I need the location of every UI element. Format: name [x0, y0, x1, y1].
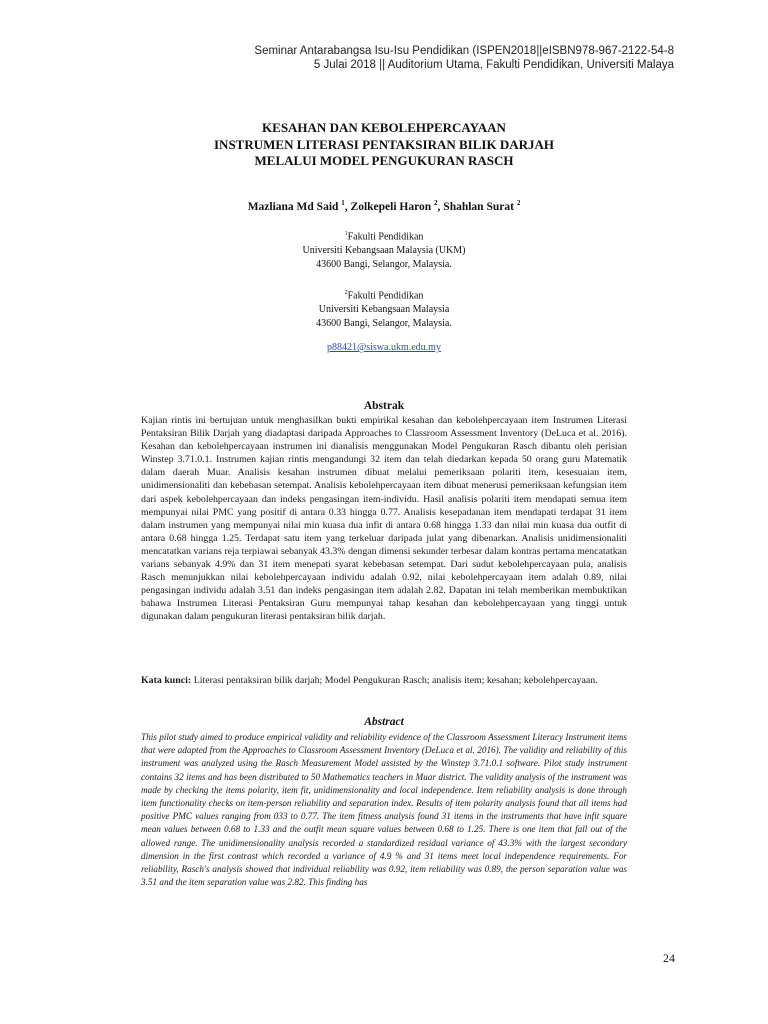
affil-line: Fakulti Pendidikan	[347, 290, 424, 302]
title-line-1: KESAHAN DAN KEBOLEHPERCAYAAN	[262, 120, 506, 135]
abstract-body: This pilot study aimed to produce empirical validity and reliability evidence of the Classroom Assessment Literacy Instrument items that were adapted from the Approaches to Classroom Assessment Inventory (DeLuca et al. 2016). The validity and reliability of this instrument was analyzed using the Rasch Measurement Model assisted by the Winstep 3.71.0.1 software. Pilot study instrument contains 32 items and has been distributed to 50 Mathematics teachers in Muar district. The validity analysis of the instrument was made by checking the items polarity, item fit, unidimensionality and local independence. Item reliability analysis is done through item functionality checks on item-person reliability and separation index. Results of item polarity analysis found that all items had positive PMC values ranging from 033 to 0.77. The item fitness analysis found 31 items in the instruments that have infit square mean values between 0.68 to 1.33 and the outfit mean square values between 0.68 to 1.25. There is one item that fall out of the allowed range. The unidimensionality analysis recorded a standardized residual variance of 43.3% with the largest secondary dimension in the first contrast which recorded a variance of 4.9 % and 31 items meet local independence requirements. For reliability, Rasch's analysis showed that individual reliability was 0.92, item reliability was 0.89, the person separation value was 3.51 and the item separation value was 2.82. This finding has	[141, 732, 627, 888]
header-line-2: 5 Julai 2018 || Auditorium Utama, Fakulti Pendidikan, Universiti Malaya	[313, 59, 674, 71]
page-number: 24	[663, 951, 675, 965]
header-line-1: Seminar Antarabangsa Isu-Isu Pendidikan (ISPEN2018||eISBN978-967-2122-54-8	[254, 45, 674, 57]
affiliation-2	[0, 286, 768, 331]
affil-mark: 1	[344, 231, 348, 237]
author-name: Mazliana Md Said	[247, 200, 339, 213]
affil-line: 43600 Bangi, Selangor, Malaysia.	[316, 259, 452, 271]
email-link[interactable]: p88421@siswa.ukm.edu.my	[327, 342, 441, 353]
author-affil-mark: 2	[516, 199, 521, 207]
affiliation-1	[0, 227, 768, 272]
author-name: Shahlan Surat	[443, 200, 514, 213]
abstrak-body: Kajian rintis ini bertujuan untuk menghasilkan bukti empirikal kesahan dan kebolehpercayaan item Instrumen Literasi Pentaksiran Bilik Darjah yang diadaptasi daripada Approaches to Classroom Assessment Inventory (DeLuca et al. 2016). Kesahan dan kebolehpercayaan instrumen ini dianalisis menggunakan Model Pengukuran Rasch dibantu oleh perisian Winstep 3.71.0.1. Instrumen kajian rintis mengandungi 32 item dan telah diedarkan kepada 50 orang guru Matematik dalam daerah Muar. Analisis kesahan instrumen dibuat melalui pemeriksaan polariti item, kesesuaian item, unidimensionaliti dan kebebasan setempat. Analisis kebolehpercayaan item dibuat menerusi pemeriksaan kefungsian item dari aspek kebolehpercayaan dan indeks pengasingan item-individu. Hasil analisis polariti item mendapati semua item mempunyai nilai PMC yang positif di antara 0.33 hingga 0.77. Analisis kesepadanan item mendapati terdapat 31 item dalam instrumen yang mempunyai nilai min kuasa dua infit di antara 0.68 hingga 1.33 dan nilai min kuasa dua outfit di antara 0.68 hingga 1.25. Terdapat satu item yang terkeluar daripada julat yang dibenarkan. Analisis unidimensionaliti mencatatkan varians reja terpiawai sebanyak 43.3% dengan dimensi sekunder terbesar dalam kontras pertama mencatatkan varians sebanyak 4.9% dan 31 item menepati syarat kebebasan setempat. Dari sudut kebolehpercayaan pula, analisis Rasch menunjukkan nilai kebolehpercayaan individu adalah 0.92, nilai kebolehpercayaan item adalah 0.89, nilai pengasingan individu adalah 3.51 dan indeks pengasingan item adalah 2.82. Dapatan ini telah memberikan membuktikan bahawa Instrumen Literasi Pentaksiran Guru mempunyai tahap kesahan dan kebolehpercayaan yang tinggi untuk digunakan dalam pengukuran literasi pentaksiran bilik darjah.	[141, 415, 627, 623]
author-separator: ,	[344, 200, 351, 213]
keywords-label: Kata kunci:	[141, 675, 192, 686]
keywords	[141, 674, 627, 687]
abstract-heading: Abstract	[364, 716, 404, 728]
email-container	[0, 342, 768, 353]
abstrak-heading: Abstrak	[363, 400, 405, 412]
affil-line: Fakulti Pendidikan	[347, 231, 424, 243]
affil-line: Universiti Kebangsaan Malaysia	[318, 304, 450, 316]
author-affil-mark: 1	[341, 199, 345, 207]
author-list	[0, 199, 768, 213]
author-name: Zolkepeli Haron	[350, 200, 432, 213]
title-line-3: MELALUI MODEL PENGUKURAN RASCH	[254, 153, 514, 168]
paper-title	[0, 120, 768, 170]
author-affil-mark: 2	[434, 199, 438, 207]
keywords-text: Literasi pentaksiran bilik darjah; Model Pengukuran Rasch; analisis item; kesahan; kebolehpercayaan.	[193, 675, 598, 686]
affil-line: 43600 Bangi, Selangor, Malaysia.	[316, 318, 452, 330]
running-header	[114, 44, 674, 72]
affil-mark: 2	[344, 290, 348, 296]
title-line-2: INSTRUMEN LITERASI PENTAKSIRAN BILIK DARJAH	[214, 136, 554, 152]
affil-line: Universiti Kebangsaan Malaysia (UKM)	[302, 245, 466, 257]
author-separator: ,	[437, 200, 444, 213]
